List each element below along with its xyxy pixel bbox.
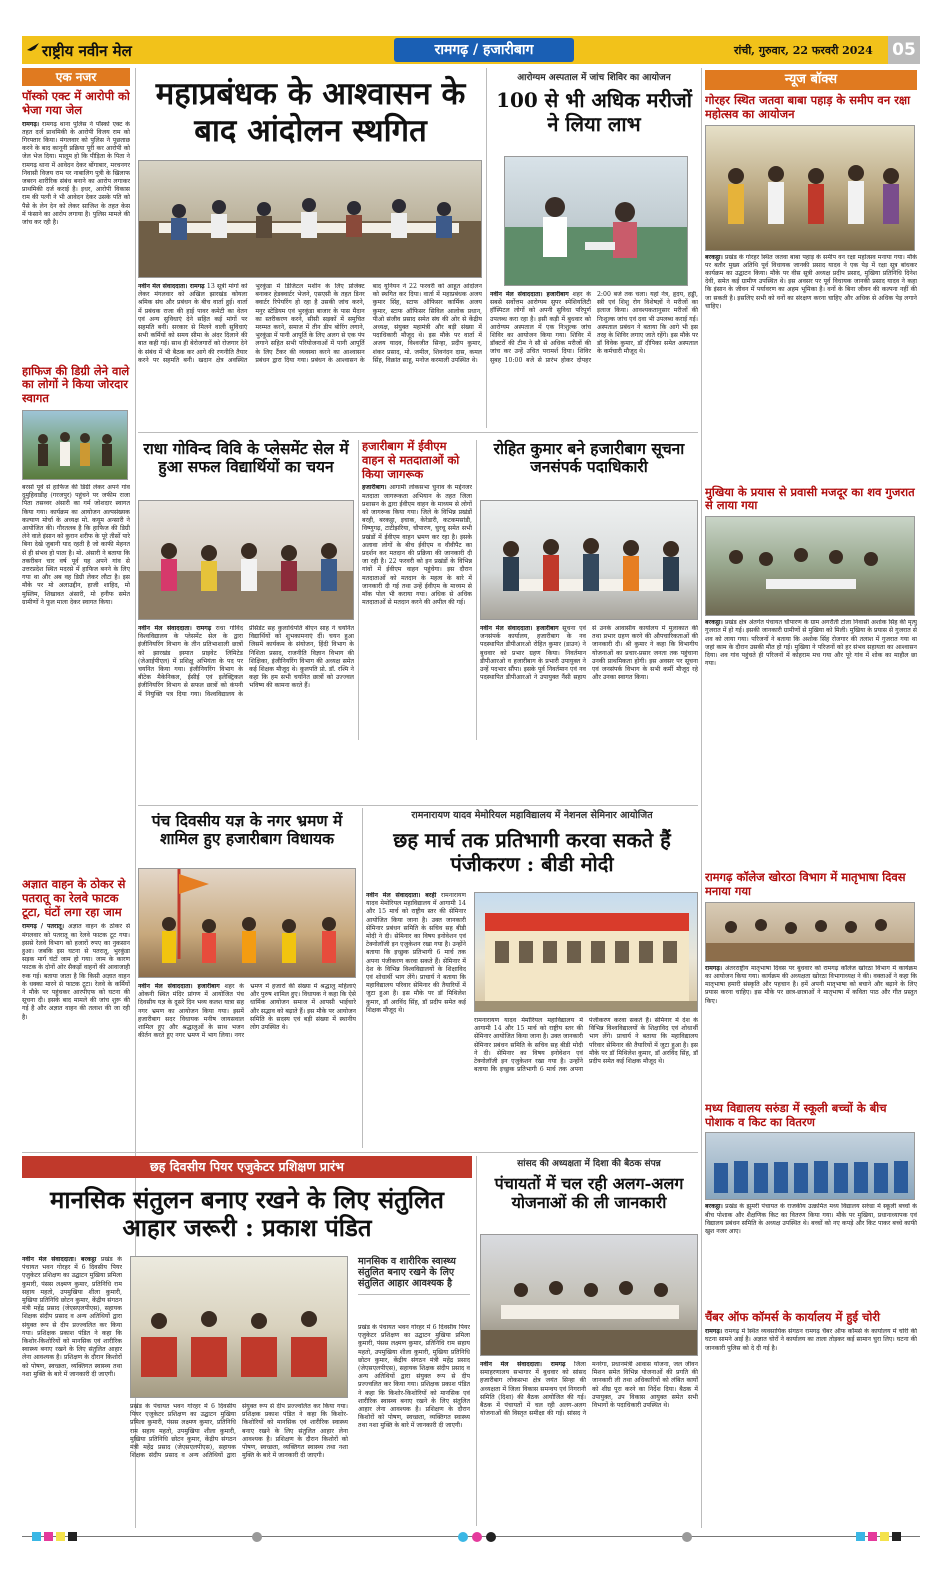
placement-kicker: नवीन मेल संवाददाता। रामगढ़ (138, 625, 212, 632)
box-photo (705, 125, 915, 251)
seminar-headline: छह मार्च तक प्रतिभागी करवा सकते हैं पंजीकरण : बीडी मोदी (393, 828, 671, 876)
box-text: प्रखंड के गोरहर स्थित जतवा बाबा पहाड़ के समीप वन रक्षा महोत्सव मनाया गया। मौके पर बतौर मुख्य अतिथि पूर्व विधायक जानकी प्रसाद यादव ने एक पेड़ में रक्षा सूत्र बांधकर कार्यक्रम का उद्घाटन किया। मौके पर वीस सूत्री अध्यक्ष प्रदीप प्रसाद, मुखिया प्रतिनिधि दिनेश देवी, समेत कई ग्रामीण उपस्थित थे। इस अवसर पर पूर्व विधायक जानकी प्रसाद यादव ने कहा कि इंसान के जीवन में पर्यावरण का अहम भूमिका है। वनों के बिना जीवन की कल्पना नहीं की जा सकती है। इसलिए सभी को वनों का संरक्षण करना चाहिए और अधिक से अधिक पेड़ लगाने चाहिए। (705, 253, 917, 310)
evm-kicker: हजारीबाग। (362, 484, 387, 492)
registration-mark (472, 1532, 482, 1542)
peer-body-bottom (130, 1403, 348, 1524)
news-box-tag (705, 70, 917, 90)
evm-headline: हजारीबाग में ईवीएम वाहन से मतदाताओं को किया जागरूक (362, 439, 460, 481)
lead-headline: महाप्रबंधक के आश्वासन के बाद आंदोलन स्थगित (155, 76, 466, 149)
footer-rule (22, 1536, 920, 1537)
color-swatch (868, 1532, 877, 1541)
evm-text: आगामी लोकसभा चुनाव के मद्देनजर मतदाता जागरूकता अभियान के तहत जिला प्रशासन के द्वारा ईवीएम वाहन के माध्यम से लोगों को जागरूक किया गया। जिले के विभिन्न प्रखंडों बरही, बरकट्ठा, इचाक, केरेडारी, कटकमसांडी, विष्णुगढ़, टाटीझरिया, चौपारण, चुरचू समेत सभी प्रखंडों में ईवीएम वाहन भ्रमण कर रहा है। इसके अलावा लोगों के बीच ईवीएम व वीवीपैट का प्रदर्शन कर मतदान की प्रक्रिया की जानकारी दी जा रही है। 22 फरवरी को इन प्रखंडों के विभिन्न गांवों में ईवीएम वाहन पहुंचेगा। इस दौरान मतदाताओं को मतदान के महत्व के बारे में जानकारी दी गई तथा उन्हें ईवीएम के माध्यम से मॉक पोल भी कराया गया। अधिक से अधिक मतदाताओं से मतदान करने की अपील की गई। (362, 484, 472, 607)
brief-text: रामगढ़ थाना पुलिस ने पॉस्को एक्ट के तहत दर्ज प्राथमिकी के आरोपी विजय राम को गिरफ्तार किया। मंगलवार को पुलिस ने पूछताछ करने के बाद कानूनी प्रक्रिया पूरी कर आरोपी को जेल भेज दिया। मालूम हो कि पीड़िता के पिता ने रामगढ़ थाना में आवेदन देकर बोंगाबार, मरचनगर निवासी विजय राम पर नाबालिग पुत्री के खिलाफ जबरन शारीरिक संबंध बनाने का आरोप लगाकर प्राथमिकी दर्ज कराई है। इधर, आरोपी विकास राम की पत्नी ने भी आवेदन देकर उसके पति को पैसे के लेन देन को लेकर साजिश के तहत केस में फंसाने का आरोप लगाया है। पुलिस मामले की जांच कर रही है। (22, 120, 130, 227)
evm-body (362, 484, 472, 732)
registration-mark (458, 1532, 468, 1542)
box-title: मुखिया के प्रयास से प्रवासी मजदूर का शव गुजरात से लाया गया (705, 484, 915, 513)
seminar-body-right (474, 1017, 698, 1147)
panchayat-body (480, 1361, 698, 1523)
brief-text: अज्ञात वाहन के ठोकर से मंगलवार को पतरातू का रेलवे फाटक टूट गया। इससे रेलवे विभाग को हजारों रुपए का नुकसान हुआ। जबकि इस घटना से पतरातू, भुरकुंडा सड़क मार्ग घंटों जाम हो गया। जाम के कारण फाटक के दोनों ओर सैकड़ों वाहनों की आवाजाही रुक गई। बताया जाता है कि किसी अज्ञात वाहन के धक्का मारने से फाटक टूटा। रेलवे के कर्मियों ने मौके पर पहुंचकर आरपीएफ को घटना की सूचना दी। इसके बाद मामले की जांच शुरू की गई है और अज्ञात वाहन की तलाश की जा रही है। (22, 923, 130, 1021)
box-photo (705, 1132, 915, 1200)
panchayat-kicker: नवीन मेल संवाददाता। रामगढ़ (480, 1361, 566, 1368)
arogya-text: शहर के सबसे सर्वोत्तम आरोग्यम सुपर स्पेशियलिटी हॉस्पिटल लोगों को अपनी सुविधा परिपूर्ण उपलब्ध करा रहा है। इसी कड़ी में बुधवार को आरोग्यम अस्पताल में एक निःशुल्क जांच शिविर का आयोजन किया गया। शिविर में डॉक्टरों की टीम ने सौ से अधिक मरीजों की जांच कर उन्हें उचित परामर्श दिया। शिविर सुबह 10:00 बजे से प्रारंभ होकर दोपहर 2:00 बजे तक चला। यहां नेत्र, हृदय, हड्डी, स्त्री एवं शिशु रोग विशेषज्ञों ने मरीजों का इलाज किया। आवश्यकतानुसार मरीजों की निःशुल्क जांच एवं दवा भी उपलब्ध कराई गई। अस्पताल प्रबंधन ने बताया कि आगे भी इस तरह के शिविर लगाए जाते रहेंगे। इस मौके पर डॉ विवेक कुमार, डॉ दीपिका समेत अस्पताल के कर्मचारी मौजूद थे। (490, 291, 698, 364)
seminar-kicker-line: रामनारायण यादव मेमोरियल महाविद्यालय में नेशनल सेमिनार आयोजित (411, 810, 653, 821)
placement-body (138, 625, 354, 743)
brief-title: अज्ञात वाहन के ठोकर से पतरातू का रेलवे फाटक टूटा, घंटों लगा रहा जाम (22, 876, 126, 919)
right-column (705, 70, 917, 1527)
box-body (705, 1328, 917, 1408)
registration-mark (252, 1532, 262, 1542)
box-kicker: बरकट्ठा। (705, 253, 723, 261)
color-swatch (56, 1532, 65, 1541)
arogya-kicker: नवीन मेल संवाददाता। हजारीबाग (490, 291, 569, 298)
box-kicker: बरकट्ठा। (705, 619, 723, 627)
color-swatch (856, 1532, 865, 1541)
column-tag-label: एक नजर (55, 70, 97, 84)
seminar-photo (474, 892, 698, 1012)
box-text: प्रखंड के झुमरी पंचायत के राजकीय उत्क्रमित मध्य विद्यालय सरुंडा में स्कूली बच्चों के बीच पोशाक और शैक्षणिक किट का वितरण किया गया। मौके पर मुखिया, प्रधानाध्यापक एवं विद्यालय प्रबंधन समिति के अध्यक्ष उपस्थित थे। बच्चों को नए कपड़े और किट पाकर बच्चे काफी खुश नजर आए। (705, 1203, 917, 1235)
lead-body (138, 283, 482, 428)
placement-photo (138, 500, 354, 620)
page-number: 05 (888, 36, 920, 64)
box-photo (705, 516, 915, 616)
news-photo (22, 410, 128, 480)
yagya-body (138, 983, 356, 1148)
arogya-story (490, 70, 698, 430)
box-kicker: रामगढ़। (705, 1328, 723, 1336)
box-title: रामगढ़ कॉलेज खोरठा विभाग में मातृभाषा दिवस मनाया गया (705, 870, 906, 898)
section-title: रामगढ़ / हजारीबाग (434, 42, 534, 58)
box-text: रामगढ़ में स्थित व्यवसायिक संगठन रामगढ़ चैंबर ऑफ कॉमर्स के कार्यालय में चोरी की घटना सामने आई है। अज्ञात चोरों ने कार्यालय का ताला तोड़कर कई सामान चुरा लिए। घटना की जानकारी पुलिस को दे दी गई है। (705, 1328, 917, 1352)
color-swatch (32, 1532, 41, 1541)
masthead (22, 36, 920, 64)
placement-story (138, 440, 354, 745)
arogya-headline: 100 से भी अधिक मरीजों ने लिया लाभ (496, 88, 692, 136)
column-divider (486, 68, 487, 428)
box-body (705, 965, 917, 1098)
box-body (705, 619, 917, 867)
panchayat-story (480, 1156, 698, 1526)
column-divider (358, 440, 359, 740)
peer-body-left (22, 1256, 122, 1524)
logo-bird-icon (26, 40, 40, 54)
panchayat-headline: पंचायतों में चल रही अलग-अलग योजनाओं की ली जानकारी (494, 1174, 684, 1212)
peer-banner (22, 1156, 472, 1178)
placement-text: राधा गोविंद विश्वविद्यालय के प्लेसमेंट सेल के द्वारा इंजीनियरिंग विभाग के तीन प्रतिभाशाली छात्रों को झारखंड इस्पात प्राइवेट लिमिटेड (जेआईपीएल) में प्रशिक्षु अभियंता के पद पर चयनित किया गया। इंजीनियरिंग विभाग के बीटेक मैकेनिकल, ईसीई एवं इलेक्ट्रिकल इंजीनियरिंग विभाग से सफल छात्रों को कंपनी में नियुक्ति पत्र दिया गया। विश्वविद्यालय के प्रेसिडेंट सह कुलाधिपति बीएन साह ने चयनित विद्यार्थियों को शुभकामनाएं दीं। चयन हुआ जिसमें कार्यकम के संयोजन, हिंदी विभाग के निशिता प्रसाद, राजनीति विज्ञान विभाग की शिक्षिका, इंजीनियरिंग विभाग की अध्यक्ष समेत कई शिक्षक मौजूद थे। कुलपति प्रो. डॉ. रश्मि ने कहा कि हम सभी चयनित छात्रों को उज्ज्वल भविष्य की कामना करते हैं। (138, 625, 354, 698)
panchayat-kicker-line: सांसद की अध्यक्षता में दिशा की बैठक संपन्न (517, 1159, 661, 1169)
yagya-photo (138, 868, 356, 978)
arogya-kicker-line: आरोग्यम अस्पताल में जांच शिविर का आयोजन (517, 73, 671, 83)
box-kicker: रामगढ़। (705, 964, 723, 972)
panchayat-photo (480, 1234, 698, 1356)
yagya-kicker: नवीन मेल संवाददाता। हजारीबाग (138, 983, 220, 990)
arogya-photo (504, 156, 688, 286)
panchayat-text: जिला समाहरणालय सभागार में बुधवार को सांसद हजारीबाग लोकसभा क्षेत्र जयंत सिन्हा की अध्यक्षता में जिला विकास समन्वय एवं निगरानी समिति (दिशा) की बैठक आयोजित की गई। बैठक में पंचायतों में चल रही अलग-अलग योजनाओं की विस्तृत समीक्षा की गई। सांसद ने मनरेगा, प्रधानमंत्री आवास योजना, जल जीवन मिशन समेत विभिन्न योजनाओं की प्रगति की जानकारी ली तथा अधिकारियों को लंबित कार्यों को शीघ्र पूरा करने का निर्देश दिया। बैठक में उपायुक्त, उप विकास आयुक्त समेत सभी विभागों के पदाधिकारी उपस्थित थे। (480, 1361, 698, 1418)
box-title: चैंबर ऑफ कॉमर्स के कार्यालय में हुई चोरी (705, 1310, 881, 1325)
peer-photo (130, 1256, 348, 1398)
rohit-text: सूचना एवं जनसंपर्क कार्यालय, हजारीबाग के नव पदस्थापित डीपीआरओ रोहित कुमार (डाउन) ने बुधवार को प्रभार ग्रहण किया। निवर्तमान डीपीआरओ व हजारीबाग के प्रभारी उपायुक्त ने उन्हें पदभार सौंपा। इसके पूर्व निवर्तमान एवं नव पदस्थापित डीपीआरओ ने उपायुक्त नैंसी सहाय से उनके आवासीय कार्यालय में मुलाकात की तथा प्रभार ग्रहण करने की औपचारिकताओं की जानकारी दी। श्री कुमार ने कहा कि विभागीय योजनाओं का प्रचार-प्रसार जनता तक पहुंचाना उनकी प्राथमिकता होगी। इस अवसर पर सूचना एवं जनसंपर्क विभाग के सभी कर्मी मौजूद रहे और उनका स्वागत किया। (480, 625, 698, 682)
peer-story (22, 1156, 472, 1526)
column-divider (701, 68, 702, 1528)
seminar-text-continued: रामनारायण यादव मेमोरियल महाविद्यालय में आगामी 14 और 15 मार्च को राष्ट्रीय स्तर की सेमिनार आयोजित किया जाना है। उक्त जानकारी सेमिनार प्रबंधन समिति के सचिव सह बीडी मोदी ने दी। सेमिनार का विषय इनोवेशन एवं टेक्नोलॉजी इन एजुकेशन रखा गया है। उन्होंने बताया कि इच्छुक प्रतिभागी 6 मार्च तक अपना पंजीकरण करवा सकते हैं। सेमिनार में देश के विभिन्न विश्वविद्यालयों के शिक्षाविद एवं शोधार्थी भाग लेंगे। प्राचार्य ने बताया कि महाविद्यालय परिवार सेमिनार की तैयारियों में जुटा हुआ है। इस मौके पर डॉ मिथिलेश कुमार, डॉ अरविंद सिंह, डॉ प्रदीप समेत कई शिक्षक मौजूद थे। (474, 1017, 698, 1074)
yagya-text: शहर के ओकनी स्थित मंदिर प्रांगण में आयोजित पंच दिवसीय यज्ञ के दूसरे दिन भव्य कलश यात्रा सह नगर भ्रमण का आयोजन किया गया। इसमें हजारीबाग सदर विधायक मनीष जायसवाल शामिल हुए और श्रद्धालुओं के साथ भजन कीर्तन करते हुए नगर भ्रमण में भाग लिया। नगर भ्रमण में हजारों की संख्या में श्रद्धालु महिलाएं और पुरुष शामिल हुए। विधायक ने कहा कि ऐसे धार्मिक आयोजन समाज में आपसी भाईचारे और सद्भाव को बढ़ाते हैं। इस मौके पर आयोजन समिति के सदस्य एवं बड़ी संख्या में स्थानीय लोग उपस्थित थे। (138, 983, 356, 1040)
peer-headline: मानसिक संतुलन बनाए रखने के लिए संतुलित आहार जरूरी : प्रकाश पंडित (50, 1185, 444, 1243)
color-swatch (880, 1532, 889, 1541)
box-photo (705, 902, 915, 962)
peer-text: प्रखंड के पंचायत भवन गोरहर में 6 दिवसीय पियर एजुकेटर प्रशिक्षण का उद्घाटन मुखिया प्रमिला कुमारी, पंसस लक्ष्मण कुमार, प्रतिनिधि राम सहाय महतो, उपमुखिया शीला कुमारी, मुखिया प्रतिनिधि छोटन कुमार, केंद्रीय संगठन मंत्री महेंद्र प्रसाद (जेएसएलपीएस), सहायक शिक्षक संदीप प्रसाद व अन्य अतिथियों द्वारा संयुक्त रूप से दीप प्रज्ज्वलित कर किया गया। प्रशिक्षक प्रकाश पंडित ने कहा कि किशोर-किशोरियों को मानसिक एवं शारीरिक स्वास्थ्य बनाए रखने के लिए संतुलित आहार लेना आवश्यक है। प्रशिक्षण के दौरान किशोरों को पोषण, स्वच्छता, व्यक्तिगत स्वास्थ्य तथा नशा मुक्ति के बारे में जानकारी दी जाएगी। (22, 1256, 122, 1378)
section-label (394, 38, 574, 62)
rohit-photo (480, 500, 698, 620)
peer-kicker: नवीन मेल संवाददाता। बरकट्ठा (22, 1256, 97, 1263)
peer-text-continued: प्रखंड के पंचायत भवन गोरहर में 6 दिवसीय पियर एजुकेटर प्रशिक्षण का उद्घाटन मुखिया प्रमिला कुमारी, पंसस लक्ष्मण कुमार, प्रतिनिधि राम सहाय महतो, उपमुखिया शीला कुमारी, मुखिया प्रतिनिधि छोटन कुमार, केंद्रीय संगठन मंत्री महेंद्र प्रसाद (जेएसएलपीएस), सहायक शिक्षक संदीप प्रसाद व अन्य अतिथियों द्वारा संयुक्त रूप से दीप प्रज्ज्वलित कर किया गया। प्रशिक्षक प्रकाश पंडित ने कहा कि किशोर-किशोरियों को मानसिक एवं शारीरिक स्वास्थ्य बनाए रखने के लिए संतुलित आहार लेना आवश्यक है। प्रशिक्षण के दौरान किशोरों को पोषण, स्वच्छता, व्यक्तिगत स्वास्थ्य तथा नशा मुक्ति के बारे में जानकारी दी जाएगी। (358, 1324, 470, 1430)
column-divider (476, 440, 477, 740)
lead-story (138, 70, 483, 430)
rohit-kicker: नवीन मेल संवाददाता। हजारीबाग (480, 625, 559, 632)
yagya-headline: पंच दिवसीय यज्ञ के नगर भ्रमण में शामिल हुए हजारीबाग विधायक (151, 811, 343, 849)
seminar-kicker: नवीन मेल संवाददाता। बरही (366, 892, 437, 899)
section-divider (138, 432, 698, 433)
brief-title: हाफिज की डिग्री लेने वाले का लोगों ने किया जोरदार स्वागत (22, 363, 130, 406)
brief-title: पॉस्को एक्ट में आरोपी को भेजा गया जेल (22, 89, 130, 117)
brief-body (22, 121, 130, 359)
print-color-bar (22, 1530, 920, 1544)
box-title: मध्य विद्यालय सरुंडा में स्कूली बच्चों के बीच पोशाक व किट का वितरण (705, 1100, 887, 1129)
rohit-story (480, 440, 698, 745)
brief-kicker: रामगढ़ / पतरातू। (22, 923, 65, 931)
peer-text-continued: प्रखंड के पंचायत भवन गोरहर में 6 दिवसीय पियर एजुकेटर प्रशिक्षण का उद्घाटन मुखिया प्रमिला कुमारी, पंसस लक्ष्मण कुमार, प्रतिनिधि राम सहाय महतो, उपमुखिया शीला कुमारी, मुखिया प्रतिनिधि छोटन कुमार, केंद्रीय संगठन मंत्री महेंद्र प्रसाद (जेएसएलपीएस), सहायक शिक्षक संदीप प्रसाद व अन्य अतिथियों द्वारा संयुक्त रूप से दीप प्रज्ज्वलित कर किया गया। प्रशिक्षक प्रकाश पंडित ने कहा कि किशोर-किशोरियों को मानसिक एवं शारीरिक स्वास्थ्य बनाए रखने के लिए संतुलित आहार लेना आवश्यक है। प्रशिक्षण के दौरान किशोरों को पोषण, स्वच्छता, व्यक्तिगत स्वास्थ्य तथा नशा मुक्ति के बारे में जानकारी दी जाएगी। (130, 1403, 348, 1460)
seminar-story (366, 808, 698, 1148)
box-title: गोरहर स्थित जतवा बाबा पहाड़ के समीप वन रक्षा महोत्सव का आयोजन (705, 93, 911, 121)
section-divider (22, 1152, 698, 1153)
registration-mark (682, 1532, 692, 1542)
column-tag (22, 68, 130, 86)
paper-name: राष्ट्रीय नवीन मेल (42, 42, 132, 60)
rohit-body (480, 625, 698, 743)
color-swatch (44, 1532, 53, 1541)
lead-text: 13 सूत्री मांगों को लेकर मंगलवार को अखिल झारखंड कोयला श्रमिक संघ और प्रबंधन के बीच वार्ता हुई। वार्ता में प्रबंधक राजा की हाई पावर कमेटी का वेतन एवं अन्य सुविधाएं देने सहित कई मांगों पर सहमति बनी। सरकार से मिलने वाली सुविधाएं सभी कर्मियों को समय सीमा के अंदर दिलाने की बात कही गई। साथ ही बेरोजगारों को रोजगार देने के संबंध में भी बैठक कर आगे की रणनीति तैयार करने पर सहमति बनी। खदान क्षेत्र अवस्थित भुरकुंडा में डिजिटल मशीन के लिए प्रोजेक्ट बनाकर हेडक्वार्टर भेजने, एसएसी के तहत डिनर क्वार्टर रिपेयरिंग हो रहा है उसकी जांच करने, मनुर स्टेडियम एवं भुरकुंडा बाजार के पास मैदान का स्तरीकरण करने, सीसी सड़कों में समुचित मरम्मत करने, समाज में तीन डीप बोरिंग लगाने, भुरकुंडा में पानी आपूर्ति के लिए अलग से एक पंप लगाने सहित सभी परियोजनाओं में पानी आपूर्ति के लिए टैंकर की व्यवस्था करने का आश्वासन प्रबंधन द्वारा दिया गया। प्रबंधन के आश्वासन के बाद यूनियन ने 22 फरवरी को आहूत आंदोलन को स्थगित कर दिया। वार्ता में महाप्रबंधक अजय कुमार सिंह, स्टाफ ऑफिसर कार्मिक अजय कुमार, स्टाफ ऑफिसर सिविल आलोक प्रधान, पीओ संजीव प्रसाद समेत संघ की ओर से केंद्रीय अध्यक्ष, संयुक्त महामंत्री और बड़ी संख्या में पदाधिकारी मौजूद थे। इस मौके पर वार्ता में अजय यादव, विश्वजीत सिन्हा, प्रदीप कुमार, शंकर प्रसाद, मो. जमील, शिवनंदन दास, कमल सिंह, विक्रांत साहू, मनोज करमाली उपस्थित थे। (138, 283, 482, 364)
registration-mark (486, 1532, 496, 1542)
yagya-story (138, 812, 356, 1150)
box-body (705, 254, 917, 482)
brief-body: बरसों पूर्व से हाफिज की डिग्री लेकर अपने गांव दुमुहिवाडीह (गरजपुर) पहुंचने पर जफीम राजा पिता तसव्वर अंसारी का गर्म जोशदार स्वागत किया गया। कार्यक्रम का आयोजन अल्पसंख्यक कल्याण मोर्चा के अध्यक्ष मो. कयूम अन्सारी ने आयोजित की। गौरतलब है कि हाफिज की डिग्री लेने वाले इंसान को कुरान शरीफ के पूरे तीसों पारे बिना देखे जुबानी याद रहती है जो काफी मेहनत से ही संभव हो पाता है। मो. अंसारी ने बताया कि तकरीबन चार वर्ष पूर्व यह अपने गांव से उत्तरप्रदेश स्थित मदरसे में हाफिज बनने के लिए गया था और अब वह डिग्री लेकर लौटा है। इस मौके पर मो अलाउद्दीन, हाजी शाहिद, मो मुस्लिम, शिखावत अंसारी, मो हनीफ समेत ग्रामीणों ने फूल माला देकर स्वागत किया। (22, 483, 130, 606)
peer-body-right (358, 1324, 470, 1524)
dateline: रांची, गुरुवार, 22 फरवरी 2024 (734, 44, 873, 57)
color-swatch (68, 1532, 77, 1541)
seminar-text: रामनारायण यादव मेमोरियल महाविद्यालय में आगामी 14 और 15 मार्च को राष्ट्रीय स्तर की सेमिनार आयोजित किया जाना है। उक्त जानकारी सेमिनार प्रबंधन समिति के सचिव सह बीडी मोदी ने दी। सेमिनार का विषय इनोवेशन एवं टेक्नोलॉजी इन एजुकेशन रखा गया है। उन्होंने बताया कि इच्छुक प्रतिभागी 6 मार्च तक अपना पंजीकरण करवा सकते हैं। सेमिनार में देश के विभिन्न विश्वविद्यालयों के शिक्षाविद एवं शोधार्थी भाग लेंगे। प्राचार्य ने बताया कि महाविद्यालय परिवार सेमिनार की तैयारियों में जुटा हुआ है। इस मौके पर डॉ मिथिलेश कुमार, डॉ अरविंद सिंह, डॉ प्रदीप समेत कई शिक्षक मौजूद थे। (366, 892, 466, 1014)
box-kicker: बरकट्ठा। (705, 1203, 723, 1211)
rohit-headline: रोहित कुमार बने हजारीबाग सूचना जनसंपर्क पदाधिकारी (493, 439, 685, 477)
color-swatch (892, 1532, 901, 1541)
arogya-body (490, 291, 698, 429)
column-divider (362, 808, 363, 1148)
column-divider (476, 1156, 477, 1526)
box-body (705, 1203, 917, 1307)
lead-kicker: नवीन मेल संवाददाता। रामगढ़ (138, 283, 205, 290)
placement-headline: राधा गोविन्द विवि के प्लेसमेंट सेल में हुआ सफल विद्यार्थियों का चयन (143, 439, 349, 477)
box-text: अंतरराष्ट्रीय मातृभाषा दिवस पर बुधवार को रामगढ़ कॉलेज खोरठा विभाग में कार्यक्रम का आयोजन किया गया। कार्यक्रम की अध्यक्षता खोरठा विभागाध्यक्ष ने की। वक्ताओं ने कहा कि मातृभाषा हमारी संस्कृति और पहचान है। हमें अपनी मातृभाषा को बचाने और बढ़ाने के लिए प्रयास करना चाहिए। इस मौके पर छात्र-छात्राओं ने मातृभाषा में कविता पाठ और गीत प्रस्तुत किए। (705, 964, 917, 1005)
news-box-label: न्यूज बॉक्स (784, 72, 838, 87)
peer-kicker-line: छह दिवसीय पियर एजुकेटर प्रशिक्षण प्रारंभ (150, 1159, 344, 1174)
brief-kicker: रामगढ़। (22, 120, 40, 128)
seminar-body-left (366, 892, 466, 1147)
peer-pullquote: मानसिक व शारीरिक स्वास्थ्य संतुलित बनाए रखने के लिए संतुलित आहार आवश्यक है (358, 1256, 470, 1295)
lead-photo (138, 160, 482, 278)
evm-story (362, 440, 472, 745)
section-divider (138, 805, 698, 806)
box-text: प्रखंड क्षेत्र अंतर्गत पंचायत चौपारण के ग्राम अगरौती टोला निवासी अशोक सिंह की मृत्यु गुजरात में हो गई। इसकी जानकारी ग्रामीणों से मुखिया को मिली। मुखिया के प्रयास से गुजरात से शव को लाया गया। परिजनों ने बताया कि अशोक सिंह रोजगार की तलाश में गुजरात गया था जहां काम के दौरान उसकी मौत हो गई। मुखिया ने परिजनों को हर संभव सहायता का आश्वासन दिया। शव गांव पहुंचते ही परिजनों में कोहराम मच गया और पूरे गांव में शोक का माहौल छा गया। (705, 619, 917, 668)
